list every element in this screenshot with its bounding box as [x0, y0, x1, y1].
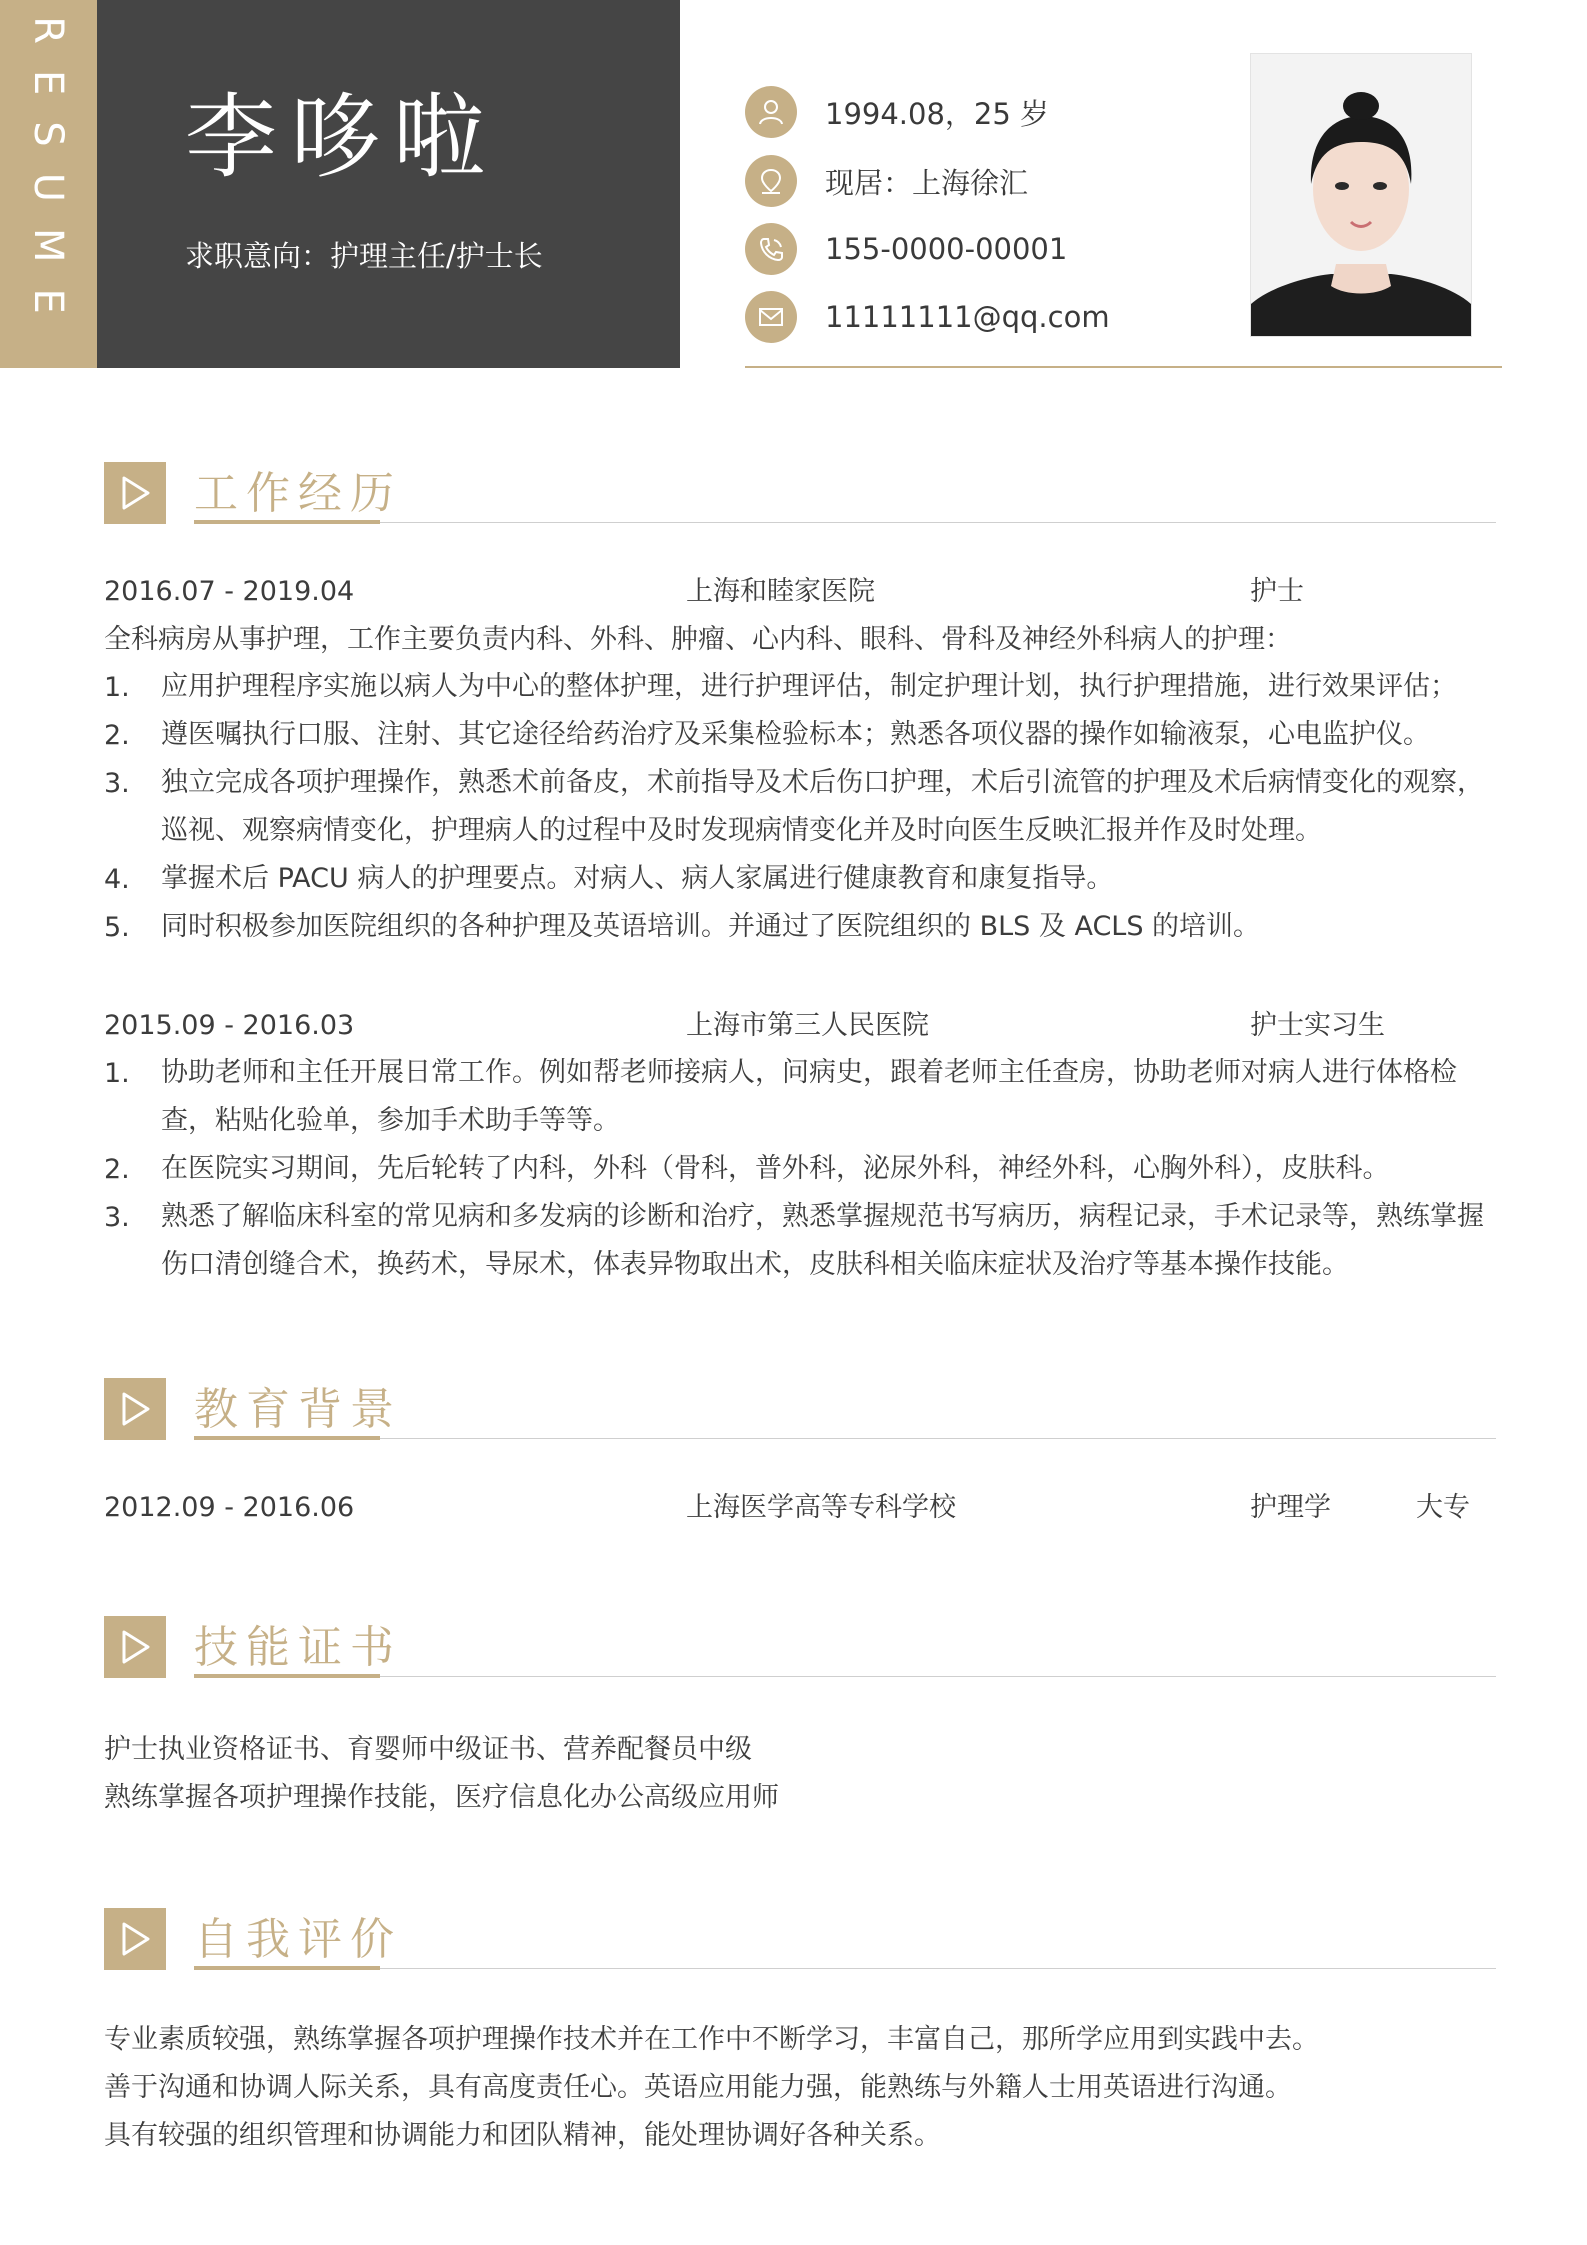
- section-accent: [194, 1674, 380, 1678]
- location-text: 现居：上海徐汇: [825, 165, 1029, 200]
- job-period: 2015.09 - 2016.03: [104, 1010, 355, 1041]
- list-number: 2.: [104, 720, 130, 751]
- name-block: [97, 0, 680, 368]
- education-major: 护理学: [1250, 1492, 1331, 1523]
- mail-icon: [745, 291, 797, 343]
- email-text: 11111111@qq.com: [825, 300, 1110, 334]
- list-number: 3.: [104, 1202, 130, 1233]
- section-header-work: [104, 462, 1496, 526]
- profile-photo: [1250, 53, 1472, 337]
- list-number: 2.: [104, 1154, 130, 1185]
- education-school: 上海医学高等专科学校: [686, 1492, 956, 1523]
- list-item: 应用护理程序实施以病人为中心的整体护理，进行护理评估，制定护理计划，执行护理措施，进行效果评估；: [161, 671, 1457, 702]
- list-number: 1.: [104, 672, 130, 703]
- skill-line: 护士执业资格证书、育婴师中级证书、营养配餐员中级: [104, 1734, 752, 1765]
- self-line: 具有较强的组织管理和协调能力和团队精神，能处理协调好各种关系。: [104, 2120, 941, 2151]
- list-item: 在医院实习期间，先后轮转了内科，外科（骨科，普外科，泌尿外科，神经外科，心胸外科），皮肤科。: [161, 1153, 1390, 1184]
- section-header-self: [104, 1908, 1496, 1972]
- resume-label: RESUME: [25, 16, 71, 340]
- phone-text: 155-0000-00001: [825, 232, 1068, 266]
- contact-email[interactable]: [745, 291, 1110, 343]
- list-number: 4.: [104, 864, 130, 895]
- play-triangle-icon: [104, 1908, 166, 1970]
- section-accent: [194, 1436, 380, 1440]
- list-item: 熟悉了解临床科室的常见病和多发病的诊断和治疗，熟悉掌握规范书写病历，病程记录，手术记录等，熟练掌握伤口清创缝合术，换药术，导尿术，体表异物取出术，皮肤科相关临床症状及治疗等基本操作技能。: [161, 1201, 1484, 1280]
- section-title-education: 教育背景: [194, 1384, 402, 1435]
- birth-age-text: 1994.08，25 岁: [825, 96, 1050, 131]
- section-title-skills: 技能证书: [194, 1622, 402, 1673]
- resume-strip: [0, 0, 97, 368]
- self-line: 专业素质较强，熟练掌握各项护理操作技术并在工作中不断学习，丰富自己，那所学应用到实践中去。: [104, 2024, 1319, 2055]
- contact-phone[interactable]: [745, 223, 1067, 275]
- section-header-skills: [104, 1616, 1496, 1680]
- section-rule: [194, 522, 1496, 523]
- phone-icon: [745, 223, 797, 275]
- job-objective: 求职意向：护理主任/护士长: [185, 239, 543, 273]
- list-item: 独立完成各项护理操作，熟悉术前备皮，术前指导及术后伤口护理，术后引流管的护理及术后病情变化的观察，巡视、观察病情变化，护理病人的过程中及时发现病情变化并及时向医生反映汇报并作及时处理。: [161, 767, 1484, 846]
- candidate-name: 李哆啦: [185, 84, 498, 191]
- job-org: 上海和睦家医院: [686, 576, 875, 607]
- education-degree: 大专: [1416, 1492, 1470, 1523]
- list-item: 遵医嘱执行口服、注射、其它途径给药治疗及采集检验标本；熟悉各项仪器的操作如输液泵，心电监护仪。: [161, 719, 1430, 750]
- location-icon: [745, 155, 797, 207]
- section-rule: [194, 1438, 1496, 1439]
- self-line: 善于沟通和协调人际关系，具有高度责任心。英语应用能力强，能熟练与外籍人士用英语进行沟通。: [104, 2072, 1292, 2103]
- job-role: 护士: [1250, 576, 1304, 607]
- list-item: 同时积极参加医院组织的各种护理及英语培训。并通过了医院组织的 BLS 及 ACLS 的培训。: [161, 911, 1261, 942]
- list-number: 5.: [104, 912, 130, 943]
- section-header-education: [104, 1378, 1496, 1442]
- education-period: 2012.09 - 2016.06: [104, 1492, 355, 1523]
- play-triangle-icon: [104, 1616, 166, 1678]
- job-intro: 全科病房从事护理，工作主要负责内科、外科、肿瘤、心内科、眼科、骨科及神经外科病人的护理：: [104, 624, 1292, 655]
- contact-location: [745, 155, 1028, 207]
- list-item: 掌握术后 PACU 病人的护理要点。对病人、病人家属进行健康教育和康复指导。: [161, 863, 1114, 894]
- section-accent: [194, 1966, 380, 1970]
- job-role: 护士实习生: [1250, 1010, 1385, 1041]
- list-number: 1.: [104, 1058, 130, 1089]
- skill-line: 熟练掌握各项护理操作技能，医疗信息化办公高级应用师: [104, 1782, 779, 1813]
- section-title-work: 工作经历: [194, 468, 402, 519]
- list-number: 3.: [104, 768, 130, 799]
- contact-birth: [745, 86, 1049, 138]
- play-triangle-icon: [104, 462, 166, 524]
- person-icon: [745, 86, 797, 138]
- section-accent: [194, 520, 380, 524]
- section-title-self: 自我评价: [194, 1914, 402, 1965]
- job-org: 上海市第三人民医院: [686, 1010, 929, 1041]
- play-triangle-icon: [104, 1378, 166, 1440]
- list-item: 协助老师和主任开展日常工作。例如帮老师接病人，问病史，跟着老师主任查房，协助老师对病人进行体格检查，粘贴化验单，参加手术助手等等。: [161, 1057, 1457, 1136]
- section-rule: [194, 1968, 1496, 1969]
- contact-divider: [745, 366, 1502, 368]
- job-period: 2016.07 - 2019.04: [104, 576, 355, 607]
- section-rule: [194, 1676, 1496, 1677]
